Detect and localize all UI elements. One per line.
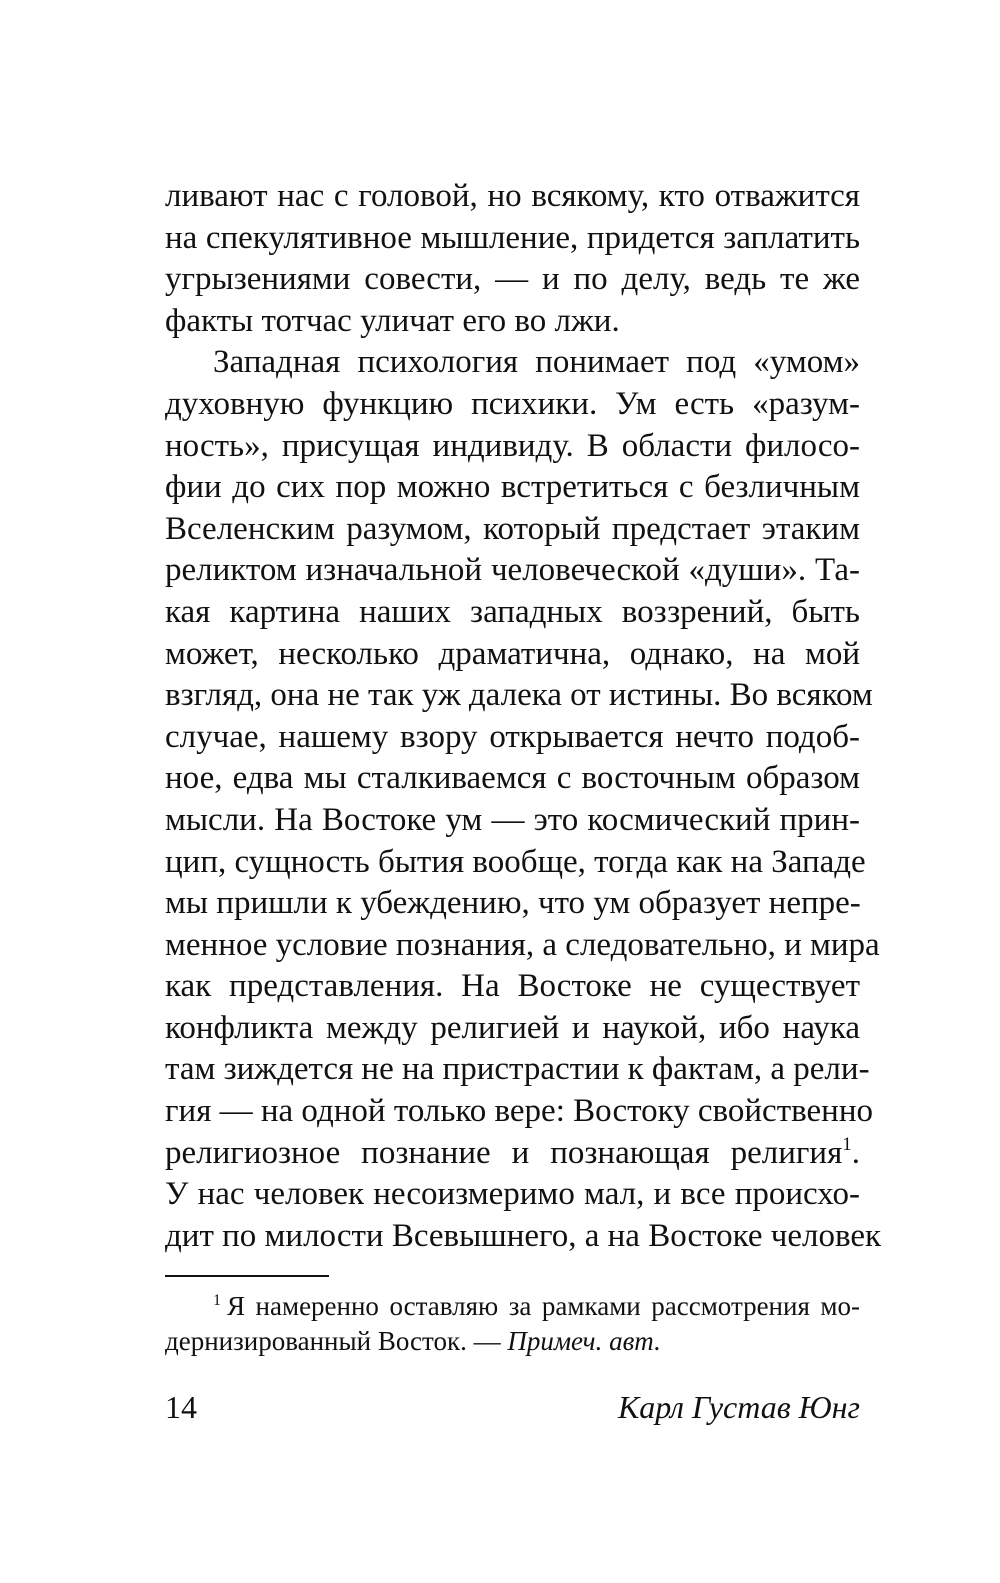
text-line: угрызениями совести, — и по делу, ведь те же: [165, 261, 860, 298]
text-line: взгляд, она не так уж далека от истины. Во всяком: [165, 677, 873, 714]
footnote: [165, 1289, 860, 1359]
text-line: ность», присущая индивиду. В области филосо-: [165, 427, 860, 464]
text-line-content: религиозное познание и познающая религия: [165, 1134, 843, 1171]
text-line: на спекулятивное мышление, придется заплатить: [165, 219, 860, 256]
page-number: 14: [165, 1389, 197, 1425]
text-line: как представления. На Востоке не существует: [165, 968, 860, 1005]
text-line: там зиждется не на пристрастии к фактам, а рели-: [165, 1051, 870, 1088]
footnote-reference[interactable]: 1: [842, 1133, 852, 1155]
main-text: [165, 176, 882, 1257]
text-line: мысли. На Востоке ум — это космический прин-: [165, 801, 860, 838]
sentence-period: .: [851, 1134, 860, 1171]
text-line: духовную функцию психики. Ум есть «разум-: [165, 385, 860, 422]
text-line: ное, едва мы сталкиваемся с восточным образом: [165, 760, 860, 797]
text-line: дит по милости Всевышнего, а на Востоке человек: [165, 1217, 882, 1254]
footnote-attribution: Примеч. авт.: [507, 1326, 661, 1356]
text-line: У нас человек несоизмеримо мал, и все происхо-: [165, 1176, 860, 1213]
text-line: мы пришли к убеждению, что ум образует непре-: [165, 885, 861, 922]
footnote-divider: [165, 1275, 329, 1277]
text-line: Вселенским разумом, который предстает этаким: [165, 510, 860, 547]
paragraph-start-line: Западная психология понимает под «умом»: [213, 344, 860, 381]
text-line: может, несколько драматична, однако, на мой: [165, 635, 860, 672]
text-line-with-footnote-ref: [165, 1133, 860, 1175]
footnote-line: [165, 1324, 860, 1359]
footnote-line: [165, 1289, 860, 1324]
text-line: цип, сущность бытия вообще, тогда как на Западе: [165, 843, 866, 880]
footnote-marker: 1: [213, 1292, 221, 1309]
running-author: Карл Густав Юнг: [618, 1389, 860, 1425]
text-line: реликтом изначальной человеческой «души». Та-: [165, 552, 860, 589]
text-line: ливают нас с головой, но всякому, кто отважится: [165, 178, 860, 214]
text-line: фии до сих пор можно встретиться с безличным: [165, 469, 860, 506]
text-line: менное условие познания, а следовательно, и мира: [165, 926, 880, 963]
footnote-text: Я намеренно оставляю за рамками рассмотрения мо-: [227, 1291, 860, 1321]
text-line: гия — на одной только вере: Востоку свойственно: [165, 1093, 873, 1130]
text-line: факты тотчас уличат его во лжи.: [165, 302, 620, 339]
footnote-text: дернизированный Восток. —: [165, 1326, 508, 1356]
text-line: кая картина наших западных воззрений, быть: [165, 593, 860, 630]
text-line: случае, нашему взору открывается нечто подоб-: [165, 718, 860, 755]
text-line: конфликта между религией и наукой, ибо наука: [165, 1009, 860, 1046]
page-footer: [165, 1385, 860, 1429]
